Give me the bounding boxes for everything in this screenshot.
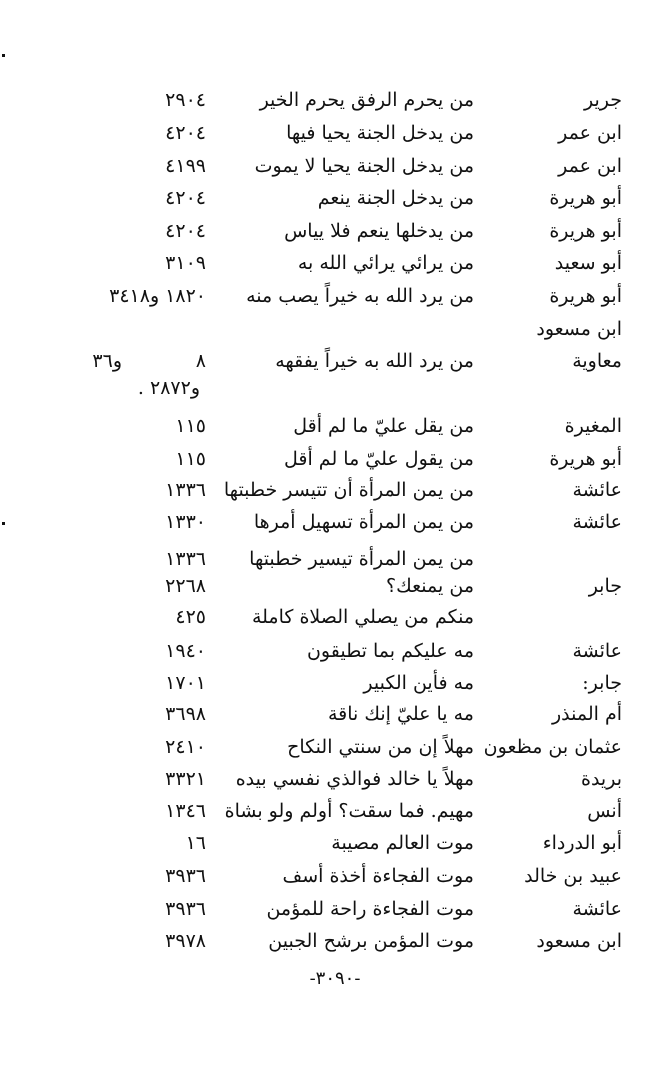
index-entry xyxy=(0,247,670,279)
index-entry xyxy=(0,410,670,442)
narrator-name: جرير xyxy=(584,89,622,111)
hadith-number: ١١٥ xyxy=(175,415,206,437)
index-entry xyxy=(0,601,670,633)
hadith-number: ٤١٩٩ xyxy=(165,155,206,177)
hadith-phrase: من يرد الله به خيراً يفقهه xyxy=(275,350,474,372)
hadith-number: ٢٢٦٨ xyxy=(165,575,206,597)
hadith-number: ١٦ xyxy=(185,832,206,854)
hadith-number: ٣٣٢١ xyxy=(165,768,206,790)
narrator-name: أم المنذر xyxy=(551,703,622,725)
index-entry xyxy=(0,84,670,116)
hadith-phrase: من يمن المرأة تسهيل أمرها xyxy=(253,511,474,533)
hadith-phrase: من يمن المرأة أن تتيسر خطبتها xyxy=(223,479,474,501)
hadith-phrase: مهلاً إن من سنتي النكاح xyxy=(287,736,474,758)
index-entry xyxy=(0,667,670,699)
index-entry xyxy=(0,182,670,214)
narrator-name: جابر xyxy=(588,575,622,597)
index-entry xyxy=(0,827,670,859)
hadith-number: ١١٥ xyxy=(175,448,206,470)
index-entry xyxy=(0,860,670,892)
narrator-name: عثمان بن مظعون xyxy=(483,736,622,758)
hadith-phrase: من يحرم الرفق يحرم الخير xyxy=(259,89,474,111)
narrator-name: أبو هريرة xyxy=(549,285,622,307)
narrator-name: عائشة xyxy=(572,640,622,662)
hadith-number: ١٣٤٦ xyxy=(165,800,206,822)
hadith-phrase: من يمن المرأة تيسير خطبتها xyxy=(249,548,474,570)
index-entry xyxy=(0,280,670,312)
hadith-number: ٤٢٠٤ xyxy=(165,122,206,144)
hadith-number: ٣٩٧٨ xyxy=(165,930,206,952)
hadith-number: ٣٩٣٦ xyxy=(165,898,206,920)
hadith-number: ١٨٢٠ و٣٤١٨ xyxy=(109,285,206,307)
narrator-name: معاوية xyxy=(572,350,622,372)
index-entry xyxy=(0,763,670,795)
hadith-number: ٤٢٠٤ xyxy=(165,220,206,242)
index-entry xyxy=(0,215,670,247)
narrator-name: أنس xyxy=(587,800,622,822)
hadith-phrase: موت العالم مصيبة xyxy=(331,832,474,854)
hadith-number: ٣٦٩٨ xyxy=(165,703,206,725)
hadith-phrase: من يدخل الجنة يحيا لا يموت xyxy=(254,155,474,177)
index-entry xyxy=(0,925,670,957)
hadith-phrase: من يدخلها ينعم فلا يياس xyxy=(284,220,474,242)
hadith-phrase: مهيم. فما سقت؟ أولم ولو بشاة xyxy=(224,800,474,822)
hadith-phrase: من يقل عليّ ما لم أقل xyxy=(293,415,474,437)
hadith-phrase: مهلاً يا خالد فوالذي نفسي بيده xyxy=(235,768,474,790)
index-entry xyxy=(0,731,670,763)
hadith-phrase: من يرد الله به خيراً يصب منه xyxy=(246,285,474,307)
margin-mark xyxy=(2,54,5,57)
hadith-phrase: منكم من يصلي الصلاة كاملة xyxy=(251,606,474,628)
hadith-phrase: من يمنعك؟ xyxy=(386,575,474,597)
hadith-number-extra: و٣٦ xyxy=(92,350,122,372)
hadith-phrase: مه يا عليّ إنك ناقة xyxy=(328,703,474,725)
narrator-name: أبو هريرة xyxy=(549,220,622,242)
narrator-name: جابر: xyxy=(582,672,622,694)
margin-mark xyxy=(2,522,5,525)
index-entry xyxy=(0,150,670,182)
hadith-phrase: من يدخل الجنة ينعم xyxy=(317,187,474,209)
index-entry xyxy=(0,570,670,602)
narrator-name: ابن مسعود xyxy=(536,318,622,340)
hadith-number: ١٧٠١ xyxy=(165,672,206,694)
hadith-number: ٣١٠٩ xyxy=(165,252,206,274)
narrator-name: ابن عمر xyxy=(558,122,622,144)
page-number: -٣٠٩٠- xyxy=(309,968,361,989)
index-entry xyxy=(0,117,670,149)
index-entry xyxy=(0,635,670,667)
hadith-phrase: مه فأين الكبير xyxy=(363,672,474,694)
narrator-name: أبو هريرة xyxy=(549,448,622,470)
hadith-phrase: مه عليكم بما تطيقون xyxy=(306,640,474,662)
index-entry xyxy=(0,698,670,730)
narrator-name: أبو الدرداء xyxy=(542,832,622,854)
narrator-name: عائشة xyxy=(572,898,622,920)
narrator-name: أبو هريرة xyxy=(549,187,622,209)
narrator-name: ابن عمر xyxy=(558,155,622,177)
hadith-phrase: موت المؤمن برشح الجبين xyxy=(268,930,474,952)
hadith-number: ١٣٣٦ xyxy=(165,548,206,570)
hadith-number: ٢٩٠٤ xyxy=(165,89,206,111)
number-continuation: و٢٨٧٢ . xyxy=(137,377,200,399)
hadith-phrase: موت الفجاءة أخذة أسف xyxy=(282,865,474,887)
index-entry xyxy=(0,893,670,925)
narrator-name: عائشة xyxy=(572,479,622,501)
hadith-number: ١٣٣٦ xyxy=(165,479,206,501)
narrator-name: عائشة xyxy=(572,511,622,533)
hadith-number: ٨ xyxy=(195,350,206,372)
hadith-number: ١٩٤٠ xyxy=(165,640,206,662)
index-entry xyxy=(0,313,670,345)
index-entry xyxy=(0,795,670,827)
index-entry xyxy=(0,372,670,404)
hadith-number: ١٣٣٠ xyxy=(165,511,206,533)
hadith-phrase: من يرائي يرائي الله به xyxy=(297,252,474,274)
narrator-name: ابن مسعود xyxy=(536,930,622,952)
hadith-phrase: موت الفجاءة راحة للمؤمن xyxy=(266,898,474,920)
hadith-number: ٤٢٠٤ xyxy=(165,187,206,209)
narrator-name: بريدة xyxy=(581,768,622,790)
hadith-number: ٣٩٣٦ xyxy=(165,865,206,887)
hadith-phrase: من يدخل الجنة يحيا فيها xyxy=(286,122,474,144)
hadith-number: ٢٤١٠ xyxy=(165,736,206,758)
index-entry xyxy=(0,443,670,475)
narrator-name: المغيرة xyxy=(564,415,622,437)
index-entry xyxy=(0,506,670,538)
narrator-name: عبيد بن خالد xyxy=(524,865,622,887)
index-entry xyxy=(0,474,670,506)
narrator-name: أبو سعيد xyxy=(554,252,622,274)
hadith-number: ٤٢٥ xyxy=(175,606,206,628)
hadith-phrase: من يقول عليّ ما لم أقل xyxy=(284,448,474,470)
